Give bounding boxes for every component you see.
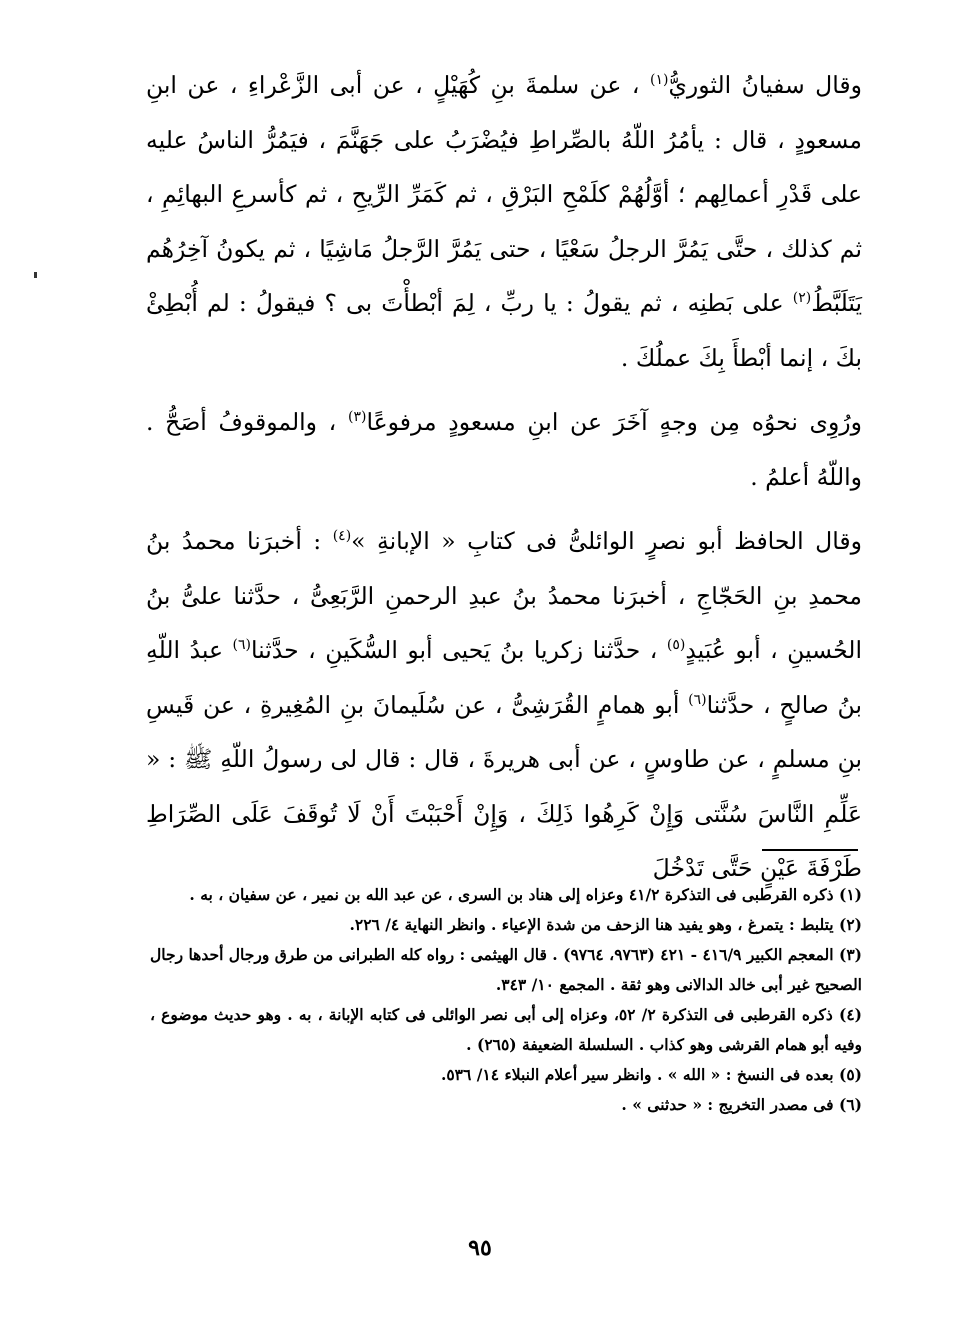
footnote-marker: (٥) xyxy=(666,637,686,654)
footnotes xyxy=(150,880,862,1120)
footnote-3: (٣) المعجم الكبير ٤١٦/٩ - ٤٢١ (٩٧٦٣، ٩٧٦٤) . قال الهيثمى : رواه كله الطبرانى من طرق ورجال أحدها رجال الصحيح غير أبى خالد الدالانى وهو ثقة . المجمع ١٠/ ٣٤٣. xyxy=(150,945,862,994)
text-run: أبو همامٍ القُرَشِىُّ ، عن سُلَيمانَ بنِ المُغِيرةِ ، عن قَيسِ بنِ مسلمٍ ، عن طاوسٍ ، عن أبى هريرةَ ، قال : قال لى رسولُ اللّهِ ﷺ : « عَلِّمِ النَّاسَ سُنَّتى وَإِنْ كَرِهُوا ذَلِكَ ، وَإِنْ أَحْبَبْتَ أَنْ لَا تُوقَفَ عَلَى الصِّرَاطِ طَرْفَةَ عَيْنٍ حَتَّى تَدْخُلَ xyxy=(146,690,862,882)
footnote-2: (٢) يتلبط : يتمرغ ، وهو يفيد هنا الزحف من شدة الإعياء . وانظر النهاية ٤/ ٢٢٦. xyxy=(349,915,862,934)
paragraph-2 xyxy=(146,395,862,504)
footnote-marker: (٦) xyxy=(688,691,707,708)
footnote-4: (٤) ذكره القرطبى فى التذكرة ٢/ ٥٢، وعزاه إلى أبى نصر الوائلى فى كتابه الإبانة ، به . وهو حديث موضوع ، وفيه أبو همام القرشى وهو كذاب . السلسلة الضعيفة (٢٦٥) . xyxy=(150,1005,862,1054)
text-run: ، حدَّثنا زكريا بنُ يَحيى أبو السُّكَينِ ، حدَّثنا xyxy=(251,636,658,664)
footnote-1: (١) ذكره القرطبى فى التذكرة ٤١/٢ وعزاه إلى هناد بن السرى ، عن عبد الله بن نمير ، عن سفيان ، به . xyxy=(189,885,862,904)
text-run: : أخبرَنا محمدُ بنُ محمدِ بنِ الحَجّاجِ ، أخبرَنا محمدُ بنُ عبدِ الرحمنِ الرَّبَعِىُّ ، حدَّثنا علىُّ بنُ الحُسينِ ، أبو عُبَيدٍ xyxy=(146,527,862,664)
footnote-6: (٦) فى مصدر التخريج : « حدثنى » . xyxy=(621,1095,862,1114)
main-text xyxy=(146,58,862,896)
text-run: ، والموقوفُ أصَحُّ . واللّهُ أعلمُ . xyxy=(146,408,862,491)
paragraph-1 xyxy=(146,58,862,385)
text-run: وقال سفيانُ الثوريُّ xyxy=(668,71,862,99)
text-run: وقال الحافظ أبو نصرٍ الوائلىُّ فى كتابِ « الإبانةِ » xyxy=(351,527,862,555)
text-run: عبدُ اللّهِ بنُ صالحٍ ، حدَّثنا xyxy=(146,636,862,719)
footnote-5: (٥) بعده فى النسخ : « الله » . وانظر سير أعلام النبلاء ١٤/ ٥٣٦. xyxy=(440,1065,862,1084)
paragraph-3 xyxy=(146,514,862,896)
text-run: ، عن سلمةَ بنِ كُهَيْلٍ ، عن أبى الزَّعْراءِ ، عن ابنِ مسعودٍ ، قال : يأمُرُ اللّهُ بالصِّراطِ فيُضْرَبُ على جَهَنَّمَ ، فيَمُرُّ الناسُ عليه على قَدْرِ أعمالِهم ؛ أوَّلُهُمْ كلَمْحِ البَرْقِ ، ثم كَمَرِّ الرِّيحِ ، ثم كأسرعِ البهائِمِ ، ثم كذلك ، حتَّى يَمُرَّ الرجلُ سَعْيًا ، حتى يَمُرَّ الرَّجلُ مَاشِيًا ، ثم يكونُ آخِرُهُم يَتَلَبَّطُ xyxy=(146,71,862,317)
footnote-marker: (٢) xyxy=(792,290,812,307)
text-run: ورُوِى نحوُه مِن وجهٍ آخَرَ عن ابنِ مسعودٍ مرفوعًا xyxy=(366,408,862,436)
footnote-marker: (١) xyxy=(650,72,669,89)
page-number: ٩٥ xyxy=(468,1235,492,1261)
margin-mark xyxy=(34,272,37,278)
footnote-marker: (٤) xyxy=(332,528,352,545)
footnote-marker: (٣) xyxy=(347,409,367,426)
text-run: على بَطنِه ، ثم يقولُ : يا ربِّ ، لِمَ أبْطأْتَ بى ؟ فيقولُ : لم أُبْطِئْ بكَ ، إنما أبْطأَ بِكَ عملُكَ . xyxy=(146,289,862,372)
footnote-marker: (٦) xyxy=(232,637,252,654)
footnote-separator xyxy=(762,849,858,851)
